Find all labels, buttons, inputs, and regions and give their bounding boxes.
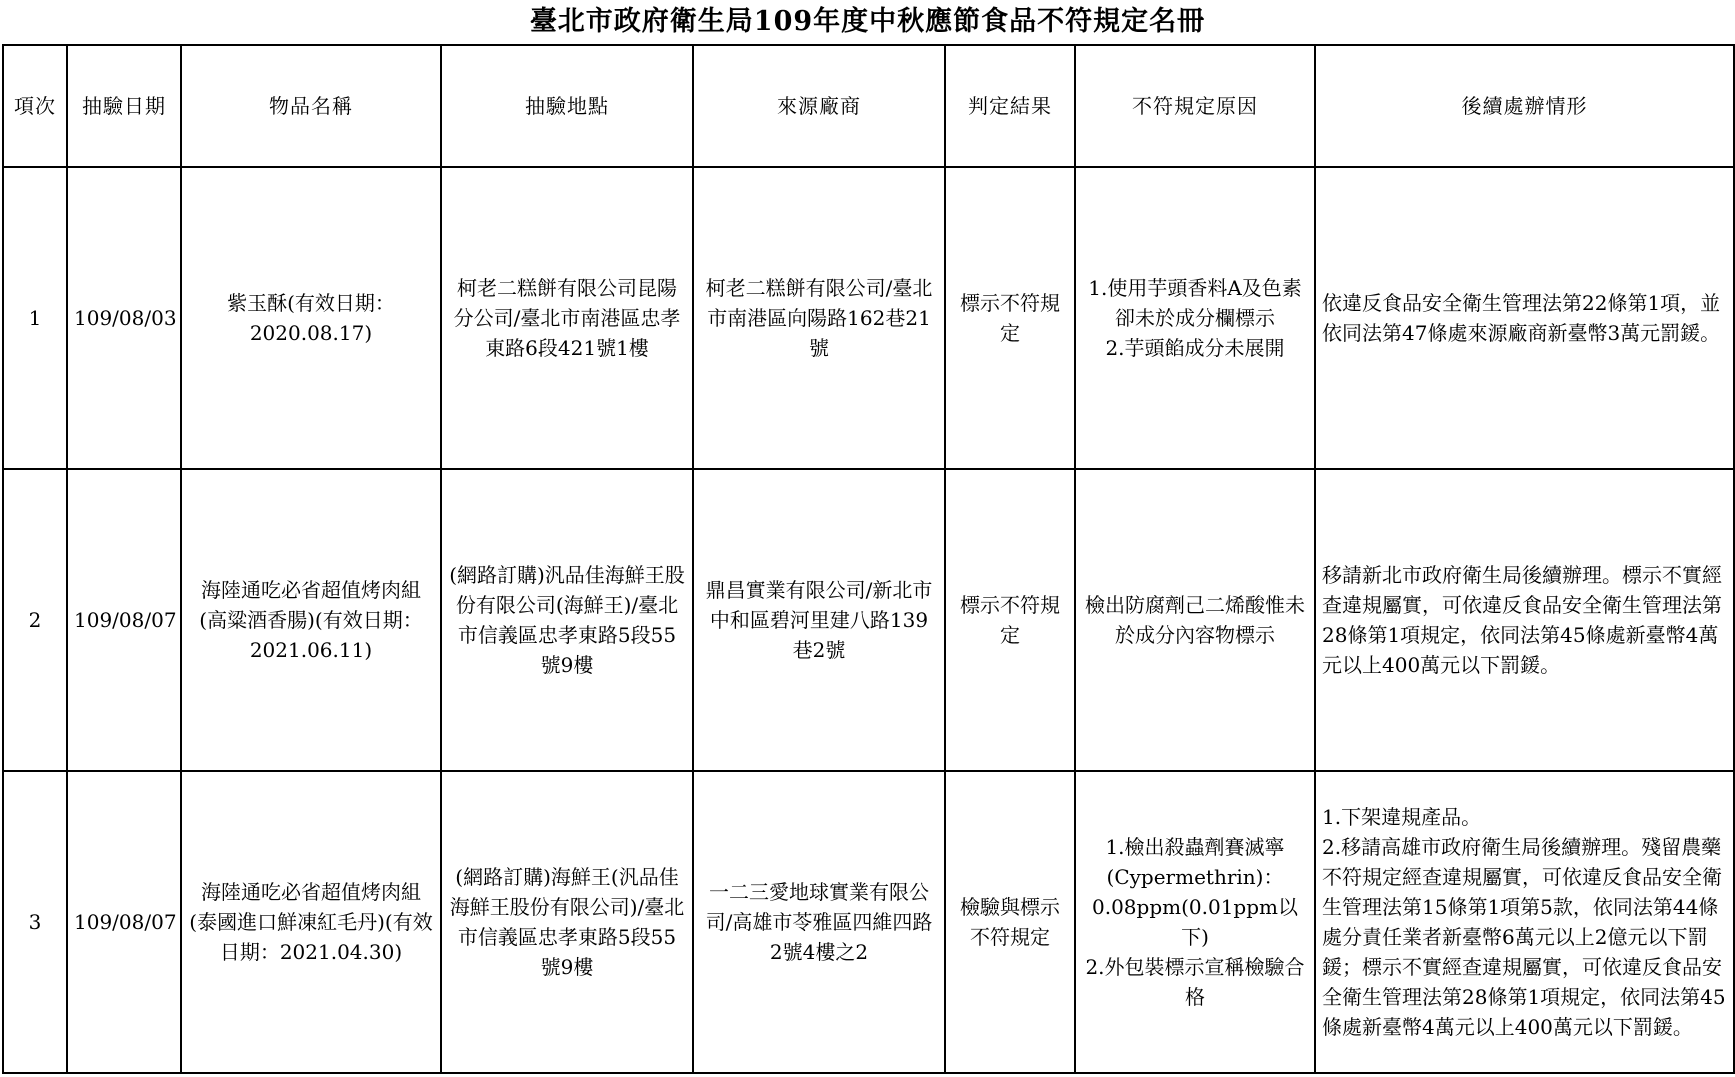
cell-followup — [1315, 469, 1734, 771]
cell-location: (網路訂購)汎品佳海鮮王股份有限公司(海鮮王)/臺北市信義區忠孝東路5段55號9樓 — [441, 469, 693, 771]
reason-line: 2.外包裝標示宣稱檢驗合格 — [1085, 955, 1305, 1009]
header-reason: 不符規定原因 — [1075, 45, 1315, 167]
header-followup: 後續處辦情形 — [1315, 45, 1734, 167]
cell-followup — [1315, 771, 1734, 1073]
cell-no: 3 — [3, 771, 67, 1073]
followup-line: 1.下架違規產品。 — [1322, 805, 1482, 829]
cell-source: 一二三愛地球實業有限公司/高雄市苓雅區四維四路2號4樓之2 — [693, 771, 945, 1073]
followup-line: 2.移請高雄市政府衛生局後續辦理。殘留農藥不符規定經查違規屬實，可依違反食品安全衛生管理法第15條第1項第5款，依同法第44條處分責任業者新臺幣6萬元以上2億元以下罰鍰；標示不實經查違規屬實，可依違反食品安全衛生管理法第28條第1項規定，依同法第45條處新臺幣4萬元以上400萬元以下罰鍰。 — [1322, 835, 1726, 1039]
table-row — [3, 771, 1734, 1073]
header-result: 判定結果 — [945, 45, 1075, 167]
cell-followup — [1315, 167, 1734, 469]
cell-date: 109/08/03 — [67, 167, 181, 469]
cell-reason — [1075, 167, 1315, 469]
reason-line: 檢出防腐劑己二烯酸惟未於成分內容物標示 — [1085, 593, 1305, 647]
reason-line: 1.使用芋頭香料A及色素卻未於成分欄標示 — [1088, 276, 1302, 330]
page-title: 臺北市政府衛生局109年度中秋應節食品不符規定名冊 — [529, 6, 1206, 37]
cell-no: 2 — [3, 469, 67, 771]
header-date: 抽驗日期 — [67, 45, 181, 167]
cell-location: (網路訂購)海鮮王(汎品佳海鮮王股份有限公司)/臺北市信義區忠孝東路5段55號9樓 — [441, 771, 693, 1073]
cell-date: 109/08/07 — [67, 469, 181, 771]
cell-reason — [1075, 469, 1315, 771]
cell-date: 109/08/07 — [67, 771, 181, 1073]
followup-line: 依違反食品安全衛生管理法第22條第1項，並依同法第47條處來源廠商新臺幣3萬元罰鍰。 — [1322, 291, 1721, 345]
cell-location: 柯老二糕餅有限公司昆陽分公司/臺北市南港區忠孝東路6段421號1樓 — [441, 167, 693, 469]
reason-line: 2.芋頭餡成分未展開 — [1105, 336, 1285, 360]
table-row — [3, 469, 1734, 771]
reason-line: 1.檢出殺蟲劑賽滅寧(Cypermethrin)：0.08ppm(0.01ppm以下) — [1091, 835, 1298, 949]
cell-result: 標示不符規定 — [945, 167, 1075, 469]
cell-source: 鼎昌實業有限公司/新北市中和區碧河里建八路139巷2號 — [693, 469, 945, 771]
cell-no: 1 — [3, 167, 67, 469]
cell-item: 海陸通吃必省超值烤肉組(高粱酒香腸)(有效日期：2021.06.11) — [181, 469, 441, 771]
cell-reason — [1075, 771, 1315, 1073]
noncompliance-table — [2, 44, 1735, 1074]
header-source: 來源廠商 — [693, 45, 945, 167]
header-no: 項次 — [3, 45, 67, 167]
cell-item: 紫玉酥(有效日期：2020.08.17) — [181, 167, 441, 469]
cell-item: 海陸通吃必省超值烤肉組(泰國進口鮮凍紅毛丹)(有效日期：2021.04.30) — [181, 771, 441, 1073]
cell-result: 檢驗與標示不符規定 — [945, 771, 1075, 1073]
table-row — [3, 167, 1734, 469]
header-location: 抽驗地點 — [441, 45, 693, 167]
cell-source: 柯老二糕餅有限公司/臺北市南港區向陽路162巷21號 — [693, 167, 945, 469]
followup-line: 移請新北市政府衛生局後續辦理。標示不實經查違規屬實，可依違反食品安全衛生管理法第28條第1項規定，依同法第45條處新臺幣4萬元以上400萬元以下罰鍰。 — [1322, 563, 1722, 677]
header-item: 物品名稱 — [181, 45, 441, 167]
header-row — [3, 45, 1734, 167]
cell-result: 標示不符規定 — [945, 469, 1075, 771]
